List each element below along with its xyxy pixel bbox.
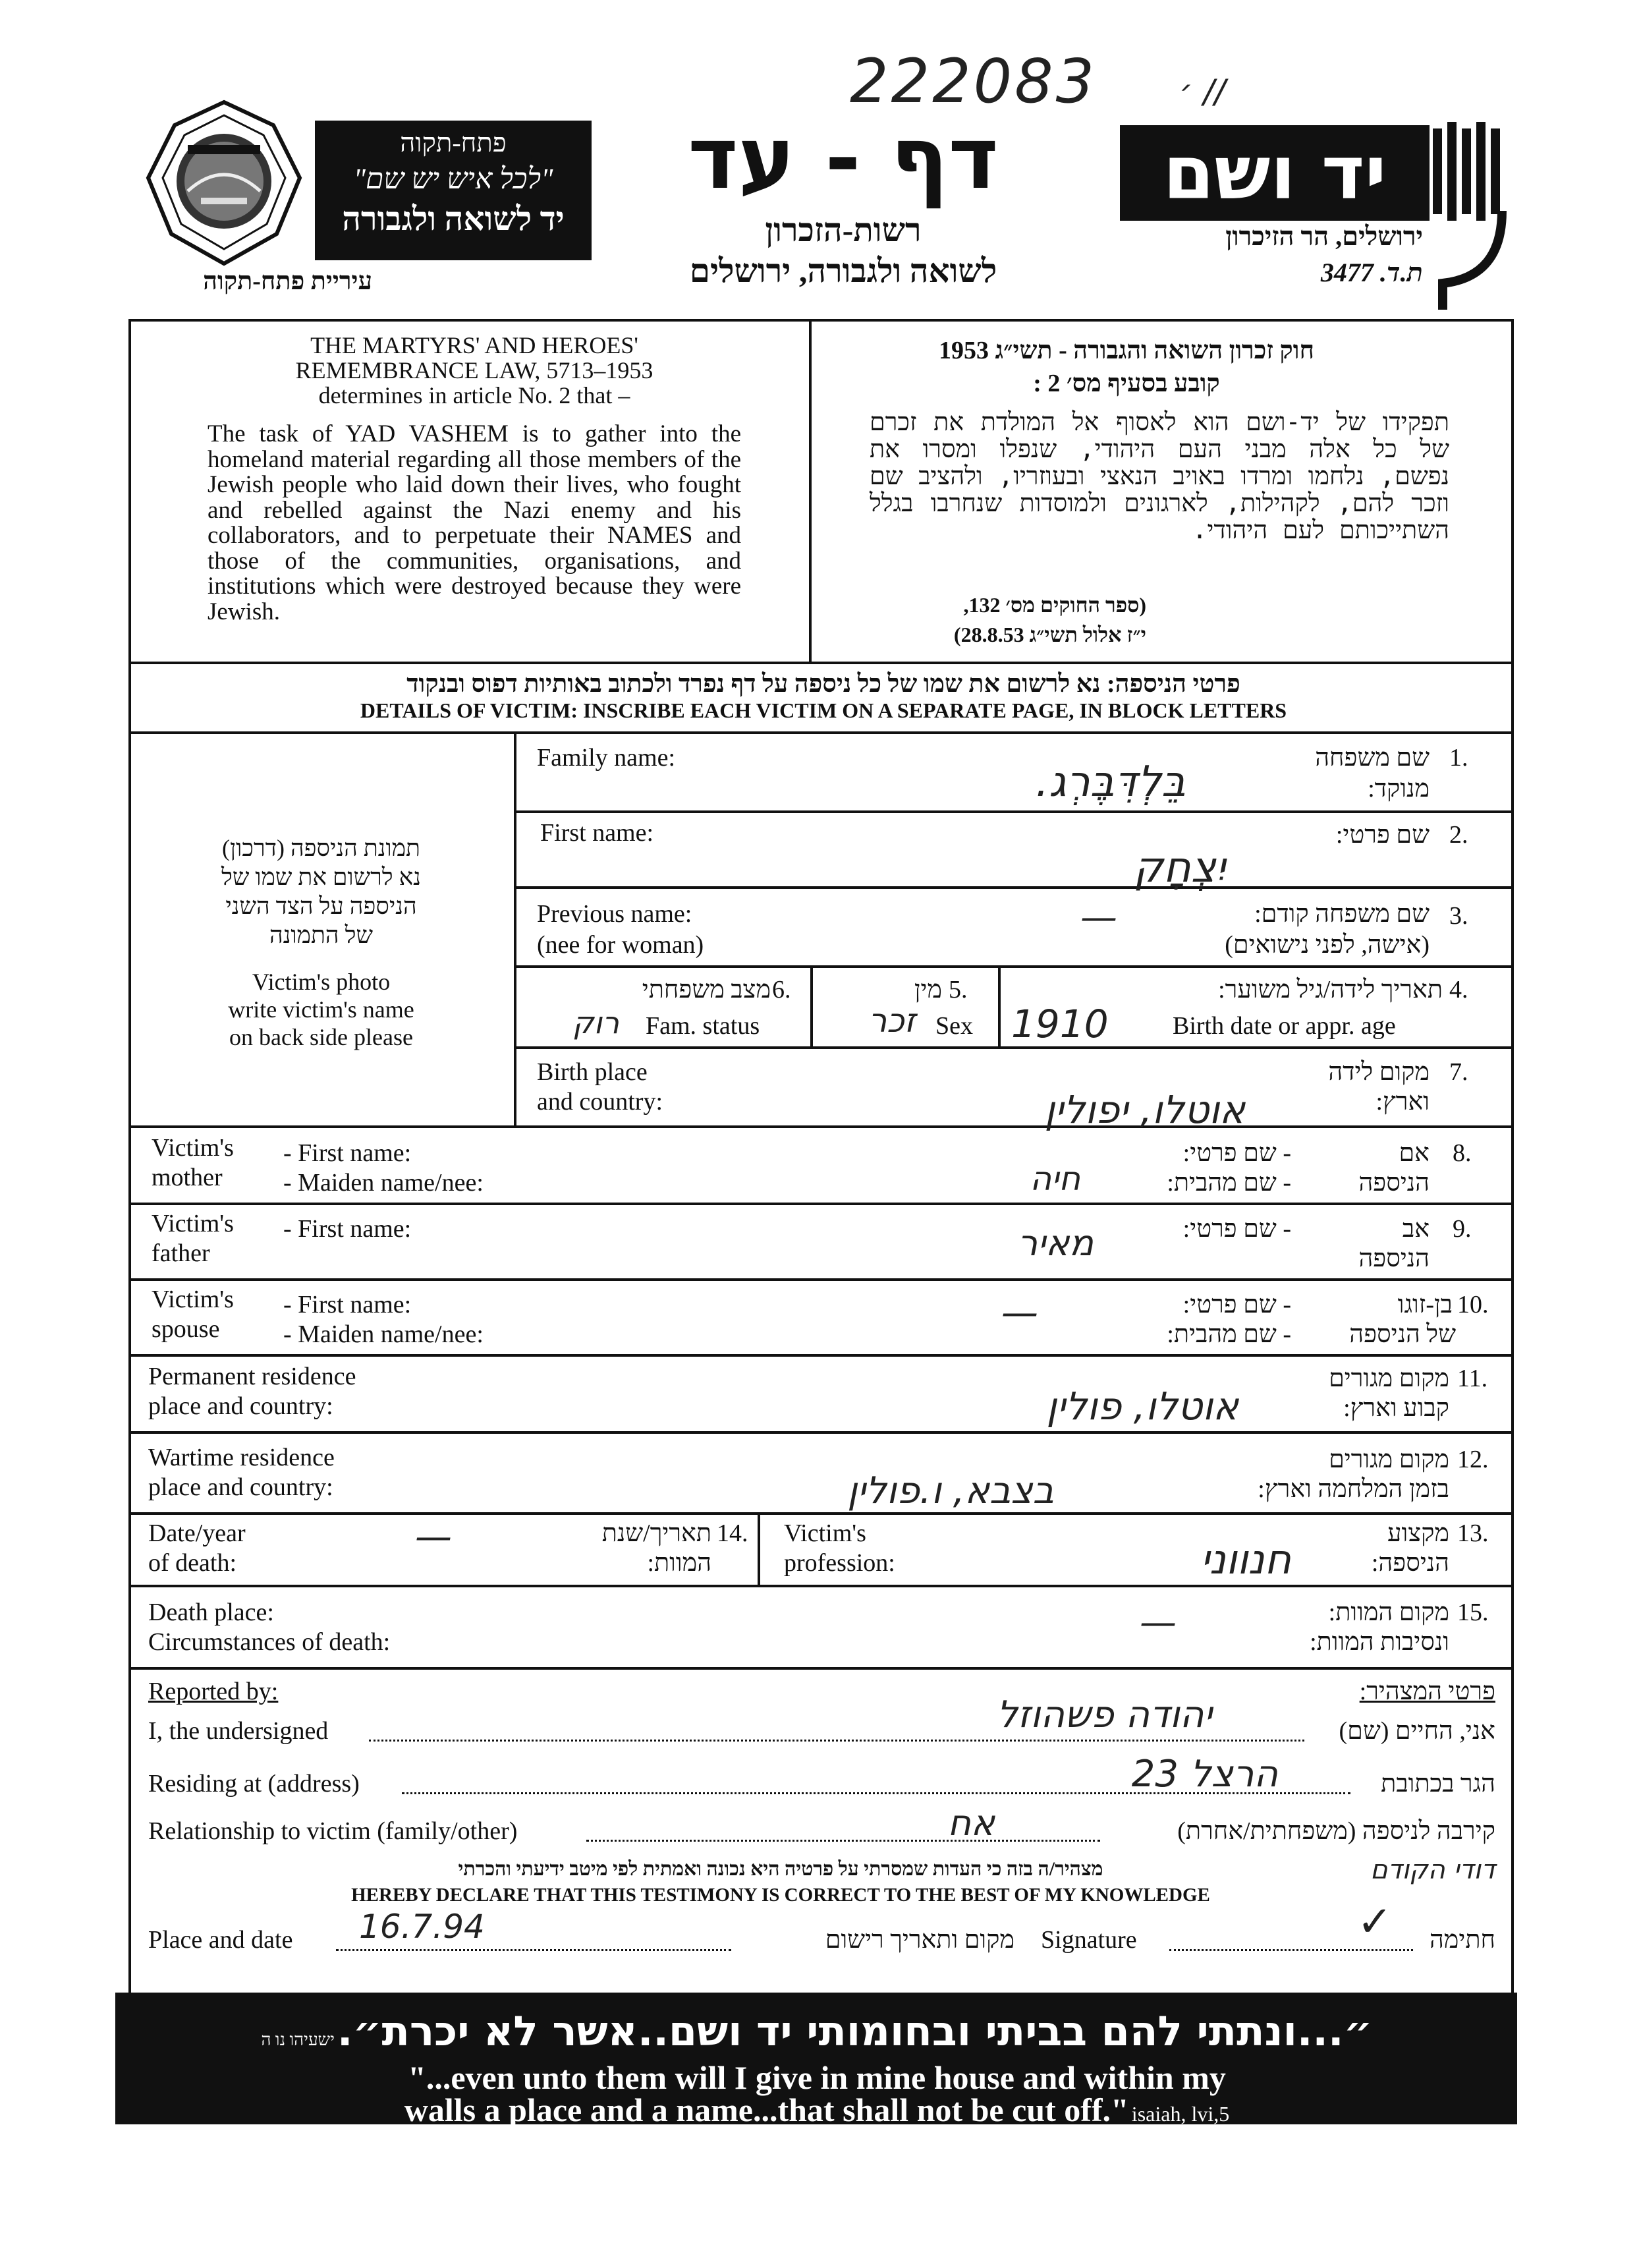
father-label-he-2: הניספה xyxy=(1358,1245,1430,1272)
birth-place-value[interactable]: אוטלו, יפולין xyxy=(1044,1087,1245,1132)
relationship-value[interactable]: אח xyxy=(947,1802,995,1844)
form-subtitle-2: לשואה ולגבורה, ירושלים xyxy=(689,252,997,289)
field-14-num: 14. xyxy=(717,1519,748,1547)
father-label-2: father xyxy=(152,1239,210,1267)
footer-he: ״...ונתתי להם בביתי ובחומותי יד ושם..אשר לא יכרת״. xyxy=(337,2007,1373,2055)
footer-en-2: walls a place and a name...that shall not be cut off." xyxy=(404,2091,1129,2128)
perm-residence-value[interactable]: אוטלו, פולין xyxy=(1046,1384,1238,1429)
birth-place-sub: and country: xyxy=(537,1088,663,1116)
sex-label: Sex xyxy=(935,1012,973,1040)
undersigned-label-he: אני, החיים (שם) xyxy=(1339,1717,1495,1745)
left-banner xyxy=(315,121,592,260)
profession-value[interactable]: חנווני xyxy=(1200,1535,1291,1583)
relationship-label: Relationship to victim (family/other) xyxy=(148,1817,518,1845)
perm-residence-label: Permanent residence xyxy=(148,1363,356,1390)
declaration-he: מצהיר/ה בזה כי העדות שמסרתי על פרטיה היא נכונה ואמתית לפי מיטב ידיעתי והכרתי xyxy=(458,1858,1103,1880)
family-name-value[interactable]: בֵּלְדִּבֶּרְג. xyxy=(1035,758,1186,807)
death-date-sub-he: המוות: xyxy=(647,1549,711,1577)
address-label-he: הגר בכתובת xyxy=(1381,1770,1495,1798)
fam-status-value[interactable]: רוק xyxy=(572,1005,619,1040)
field-7-num: 7. xyxy=(1449,1058,1468,1086)
law-en-body: The task of YAD VASHEM is to gather into the homeland material regarding all those members of the Jewish people who laid down their lives, who fought and rebelled against the Nazi enemy and his collaborators, and to perpetuate their NAMES and those of the communities, organisations, and institutions which were destroyed because they were Jewish. xyxy=(208,420,741,625)
banner-line-1: פתח-תקוה xyxy=(400,128,507,157)
spouse-first-label-he: - שם פרטי: xyxy=(1182,1291,1291,1318)
field-9-num: 9. xyxy=(1453,1215,1472,1243)
law-he-title-1: חוק זכרון השואה והגבורה - תשי״ג 1953 xyxy=(939,337,1314,364)
previous-name-label: Previous name: xyxy=(537,900,692,928)
field-4-num: 4. xyxy=(1449,976,1468,1004)
previous-name-label-he: שם משפחה קודם: xyxy=(1254,900,1430,928)
field-15-num: 15. xyxy=(1457,1599,1489,1626)
spouse-first-label: - First name: xyxy=(283,1291,412,1318)
photo-he-3: הניספה על הצד השני xyxy=(225,893,417,919)
photo-en-2: write victim's name xyxy=(228,996,414,1023)
death-place-label: Death place: xyxy=(148,1599,274,1626)
perm-residence-label-he: מקום מגורים xyxy=(1329,1365,1449,1392)
law-en-title-2: REMEMBRANCE LAW, 5713–1953 xyxy=(295,357,653,383)
spouse-maiden-label: - Maiden name/nee: xyxy=(283,1320,484,1348)
field-13-num: 13. xyxy=(1457,1519,1489,1547)
sex-label-he: מין xyxy=(914,976,942,1004)
mother-label: Victim's xyxy=(152,1134,234,1162)
first-name-label-he: שם פרטי: xyxy=(1335,821,1430,849)
field-10-num: 10. xyxy=(1457,1291,1489,1318)
field-8-num: 8. xyxy=(1453,1139,1472,1167)
father-first-value[interactable]: מאיר xyxy=(1017,1222,1094,1264)
death-date-label: Date/year xyxy=(148,1519,246,1547)
mother-first-label: - First name: xyxy=(283,1139,412,1167)
death-place-value[interactable]: — xyxy=(1140,1601,1177,1644)
first-name-value[interactable]: יִצְחָק xyxy=(1133,843,1225,892)
spouse-label-2: spouse xyxy=(152,1315,220,1343)
previous-name-sub: (nee for woman) xyxy=(537,931,704,959)
form-title: דף - עד xyxy=(688,108,999,208)
details-header-he: פרטי הניספה: נא לרשום את שמו של כל ניספה על דף נפרד ולכתוב באותיות דפוס ובנקוד xyxy=(406,670,1240,698)
menorah-icon xyxy=(1430,119,1509,316)
wartime-residence-sub-he: בזמן המלחמה וארץ: xyxy=(1258,1475,1449,1503)
mother-maiden-label: - Maiden name/nee: xyxy=(283,1169,484,1197)
wartime-residence-sub: place and country: xyxy=(148,1473,333,1501)
reported-by-label: Reported by: xyxy=(148,1678,279,1705)
declaration-en: HEREBY DECLARE THAT THIS TESTIMONY IS CORRECT TO THE BEST OF MY KNOWLEDGE xyxy=(351,1885,1210,1906)
seal-caption: עיריית פתח-תקוה xyxy=(203,268,372,295)
previous-name-value[interactable]: — xyxy=(1080,896,1117,939)
sex-value[interactable]: זכר xyxy=(868,1002,916,1040)
spouse-label: Victim's xyxy=(152,1286,234,1313)
form-subtitle-1: רשות-הזכרון xyxy=(765,212,922,248)
family-name-label-he: שם משפחה xyxy=(1315,744,1430,772)
document-number: 222083 xyxy=(850,46,1097,117)
photo-en-3: on back side please xyxy=(229,1024,413,1050)
photo-he-1: תמונת הניספה (דרכון) xyxy=(221,835,421,861)
death-place-sub-he: ונסיבות המוות: xyxy=(1310,1628,1449,1656)
perm-residence-sub-he: קבוע וארץ: xyxy=(1343,1394,1449,1422)
birth-date-value[interactable]: 1910 xyxy=(1011,1002,1109,1046)
photo-he-2: נא לרשום את שמו של xyxy=(221,864,421,890)
logo-address-1: ירושלים, הר הזיכרון xyxy=(1225,221,1423,251)
law-en-title-1: THE MARTYRS' AND HEROES' xyxy=(310,332,638,358)
field-3-num: 3. xyxy=(1449,902,1468,930)
spouse-value[interactable]: — xyxy=(1001,1291,1038,1334)
birth-place-label-he: מקום לידה xyxy=(1328,1058,1430,1086)
signature-mark[interactable]: ✓ xyxy=(1357,1898,1393,1946)
seal-icon xyxy=(142,99,306,270)
signature-label-he: חתימה xyxy=(1429,1926,1495,1954)
field-5-num: 5. xyxy=(949,976,968,1004)
place-date-label: Place and date xyxy=(148,1926,293,1954)
father-first-label: - First name: xyxy=(283,1215,412,1243)
banner-line-2: "לכל איש יש שם" xyxy=(353,163,553,195)
birth-place-sub-he: וארץ: xyxy=(1375,1088,1430,1116)
wartime-residence-label: Wartime residence xyxy=(148,1444,335,1471)
field-12-num: 12. xyxy=(1457,1446,1489,1473)
profession-sub: profession: xyxy=(784,1549,895,1577)
profession-sub-he: הניספה: xyxy=(1371,1549,1449,1577)
birth-date-label: Birth date or appr. age xyxy=(1173,1012,1396,1040)
death-place-label-he: מקום המוות: xyxy=(1328,1599,1449,1626)
photo-en-1: Victim's photo xyxy=(252,969,391,995)
death-place-sub: Circumstances of death: xyxy=(148,1628,391,1656)
spouse-label-he: בן-זוגו xyxy=(1397,1291,1453,1318)
field-1-num: 1. xyxy=(1449,744,1468,772)
field-2-num: 2. xyxy=(1449,821,1468,849)
wartime-residence-value[interactable]: בצבא, ו.פולין xyxy=(847,1469,1054,1512)
profession-label-he: מקצוע xyxy=(1387,1519,1449,1547)
address-label: Residing at (address) xyxy=(148,1770,360,1798)
fam-status-label: Fam. status xyxy=(646,1012,760,1040)
law-he-body: תפקידו של יד-ושם הוא לאסוף אל המולדת את זכרם של כל אלה מבני העם היהודי, שנפלו ומסרו את נפשם, נלחמו ומרדו באויב הנאצי ובעוזריו, ולהציב שם וזכר להם, לקהילות, לארגונים ולמוסדות שנחרבו בגלל השתייכותם לעם היהודי. xyxy=(870,407,1449,544)
mother-first-value[interactable]: חיה xyxy=(1030,1160,1080,1198)
mother-label-he-2: הניספה xyxy=(1358,1169,1430,1197)
field-11-num: 11. xyxy=(1457,1365,1488,1392)
birth-date-label-he: תאריך לידה/גיל משוער: xyxy=(1218,976,1443,1004)
death-date-sub: of death: xyxy=(148,1549,237,1577)
spouse-label-he-2: של הניספה xyxy=(1349,1320,1456,1348)
relationship-label-he: קירבה לניספה (משפחתית/אחרת) xyxy=(1177,1817,1495,1845)
address-value[interactable]: הרצל 23 xyxy=(1131,1753,1278,1796)
profession-label: Victim's xyxy=(784,1519,866,1547)
law-he-ref-2: י״ז אלול תשי״ג 28.8.53) xyxy=(953,623,1146,646)
footer-en-ref: isaiah, lvi,5 xyxy=(1131,2102,1230,2126)
father-first-label-he: - שם פרטי: xyxy=(1182,1215,1291,1243)
first-name-label: First name: xyxy=(540,819,654,847)
photo-he-4: של התמונה xyxy=(269,922,373,948)
law-en-title-3: determines in article No. 2 that – xyxy=(318,382,630,409)
fam-status-label-he: מצב משפחתי xyxy=(642,976,771,1004)
mother-label-2: mother xyxy=(152,1164,223,1191)
law-he-title-2: קובע בסעיף מס׳ 2 : xyxy=(1033,370,1220,397)
logo-address-2: ת.ד. 3477 xyxy=(1320,258,1423,287)
previous-name-sub-he: (אישה, לפני נישואים) xyxy=(1225,931,1430,959)
footer-quote xyxy=(115,1993,1517,2128)
field-6-num: 6. xyxy=(772,976,791,1004)
reported-by-label-he: פרטי המצהיר: xyxy=(1359,1678,1495,1705)
mother-maiden-label-he: - שם מהבית: xyxy=(1167,1169,1291,1197)
logo-text: יד ושם xyxy=(1163,130,1387,216)
family-name-label-he-2: מנוקד: xyxy=(1368,775,1430,803)
wartime-residence-label-he: מקום מגורים xyxy=(1329,1446,1449,1473)
father-label-he: אב xyxy=(1402,1215,1430,1243)
death-date-label-he: תאריך/שנת xyxy=(601,1519,711,1547)
mother-first-label-he: - שם פרטי: xyxy=(1182,1139,1291,1167)
law-he-ref-1: (ספר החוקים מס׳ 132, xyxy=(963,593,1146,617)
father-label: Victim's xyxy=(152,1210,234,1237)
details-header-en: DETAILS OF VICTIM: INSCRIBE EACH VICTIM ON A SEPARATE PAGE, IN BLOCK LETTERS xyxy=(360,698,1287,722)
undersigned-label: I, the undersigned xyxy=(148,1717,329,1745)
mother-label-he: אם xyxy=(1399,1139,1430,1167)
place-date-label-he: מקום ותאריך רישום xyxy=(825,1926,1014,1954)
signature-label: Signature xyxy=(1041,1926,1137,1954)
family-name-label: Family name: xyxy=(537,744,676,772)
footer-he-ref: ישעיהו נו ה xyxy=(261,2030,335,2049)
side-note: דודי הקודם xyxy=(1370,1855,1495,1885)
birth-place-label: Birth place xyxy=(537,1058,648,1086)
top-marks: ׳ // xyxy=(1179,72,1226,111)
place-date-value[interactable]: 16.7.94 xyxy=(359,1908,485,1946)
spouse-maiden-label-he: - שם מהבית: xyxy=(1167,1320,1291,1348)
law-en xyxy=(204,333,744,408)
photo-box[interactable] xyxy=(132,738,511,1123)
footer-en-1: "...even unto them will I give in mine house and within my xyxy=(408,2059,1226,2096)
perm-residence-sub: place and country: xyxy=(148,1392,333,1420)
undersigned-value[interactable]: יהודה פשהוזל xyxy=(996,1693,1212,1736)
city-seal xyxy=(142,99,306,270)
death-date-value[interactable]: — xyxy=(415,1516,452,1558)
banner-line-3: יד לשואה ולגבורה xyxy=(342,200,565,237)
